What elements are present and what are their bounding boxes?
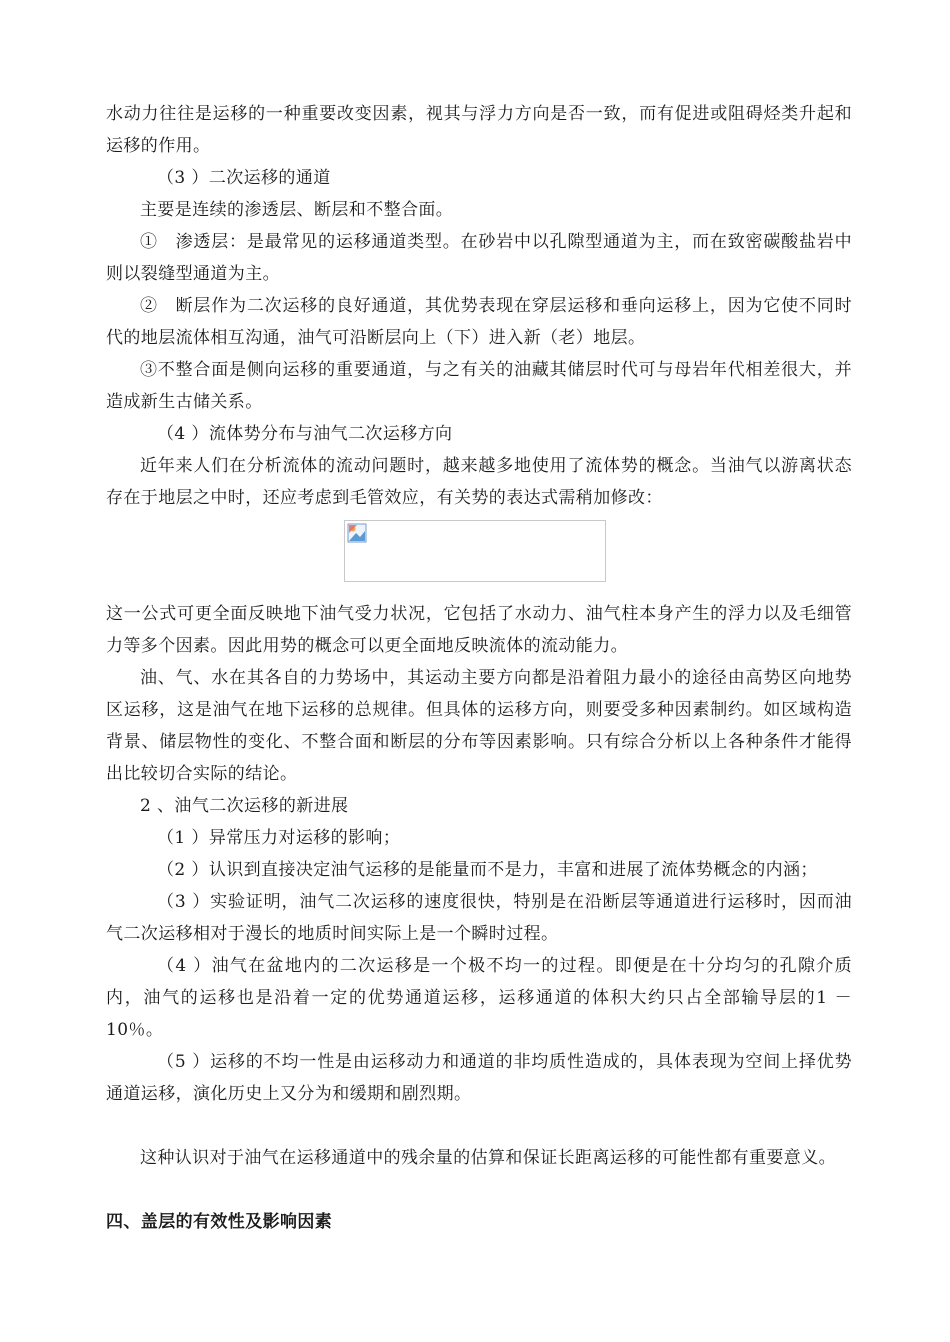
paragraph-hydrodynamic: 水动力往往是运移的一种重要改变因素，视其与浮力方向是否一致，而有促进或阻碍烃类升起和运移的作用。 [106, 104, 852, 156]
blank-line [106, 1110, 852, 1142]
list-item-4: （4 ）油气在盆地内的二次运移是一个极不均一的过程。即便是在十分均匀的孔隙介质内，油气的运移也是沿着一定的优势通道运移，运移通道的体积大约只占全部输导层的1 －10％。 [106, 956, 852, 1040]
paragraph-pathway-types: 主要是连续的渗透层、断层和不整合面。 [140, 200, 454, 220]
document-page [106, 98, 852, 1238]
paragraph-significance: 这种认识对于油气在运移通道中的残余量的估算和保证长距离运移的可能性都有重要意义。 [140, 1148, 836, 1168]
subheading-migration-pathways: （3 ）二次运移的通道 [157, 168, 331, 188]
list-item-5: （5 ）运移的不均一性是由运移动力和通道的非均质性造成的，具体表现为空间上择优势通道运移，演化历史上又分为和缓期和剧烈期。 [106, 1052, 852, 1104]
list-item-1: （1 ）异常压力对运移的影响； [157, 828, 401, 848]
subheading-fluid-potential: （4 ）流体势分布与油气二次运移方向 [157, 424, 453, 444]
paragraph-migration-law: 油、气、水在其各自的力势场中，其运动主要方向都是沿着阻力最小的途径由高势区向地势区运移，这是油气在地下运移的总规律。但具体的运移方向，则要受多种因素制约。如区域构造背景、储层物性的变化、不整合面和断层的分布等因素影响。只有综合分析以上各种条件才能得出比较切合实际的结论。 [106, 668, 852, 784]
formula-container [106, 520, 852, 590]
broken-image-icon [347, 523, 367, 543]
paragraph-permeable-layer: ① 渗透层：是最常见的运移通道类型。在砂岩中以孔隙型通道为主，而在致密碳酸盐岩中则以裂缝型通道为主。 [106, 232, 852, 284]
subheading-new-progress: 2 、油气二次运移的新进展 [140, 796, 349, 816]
section-heading: 四、盖层的有效性及影响因素 [106, 1212, 333, 1232]
blank-line [106, 1174, 852, 1206]
list-item-3: （3 ）实验证明，油气二次运移的速度很快，特别是在沿断层等通道进行运移时，因而油气二次运移相对于漫长的地质时间实际上是一个瞬时过程。 [106, 892, 852, 944]
formula-image-placeholder [344, 520, 606, 582]
paragraph-unconformity: ③不整合面是侧向运移的重要通道，与之有关的油藏其储层时代可与母岩年代相差很大，并造成新生古储关系。 [106, 360, 852, 412]
paragraph-formula-explanation: 这一公式可更全面反映地下油气受力状况，它包括了水动力、油气柱本身产生的浮力以及毛细管力等多个因素。因此用势的概念可以更全面地反映流体的流动能力。 [106, 604, 852, 656]
paragraph-fluid-potential-intro: 近年来人们在分析流体的流动问题时，越来越多地使用了流体势的概念。当油气以游离状态存在于地层之中时，还应考虑到毛管效应，有关势的表达式需稍加修改： [106, 456, 852, 508]
list-item-2: （2 ）认识到直接决定油气运移的是能量而不是力，丰富和进展了流体势概念的内涵； [157, 860, 818, 880]
paragraph-fault: ② 断层作为二次运移的良好通道，其优势表现在穿层运移和垂向运移上，因为它使不同时代的地层流体相互沟通，油气可沿断层向上（下）进入新（老）地层。 [106, 296, 852, 348]
